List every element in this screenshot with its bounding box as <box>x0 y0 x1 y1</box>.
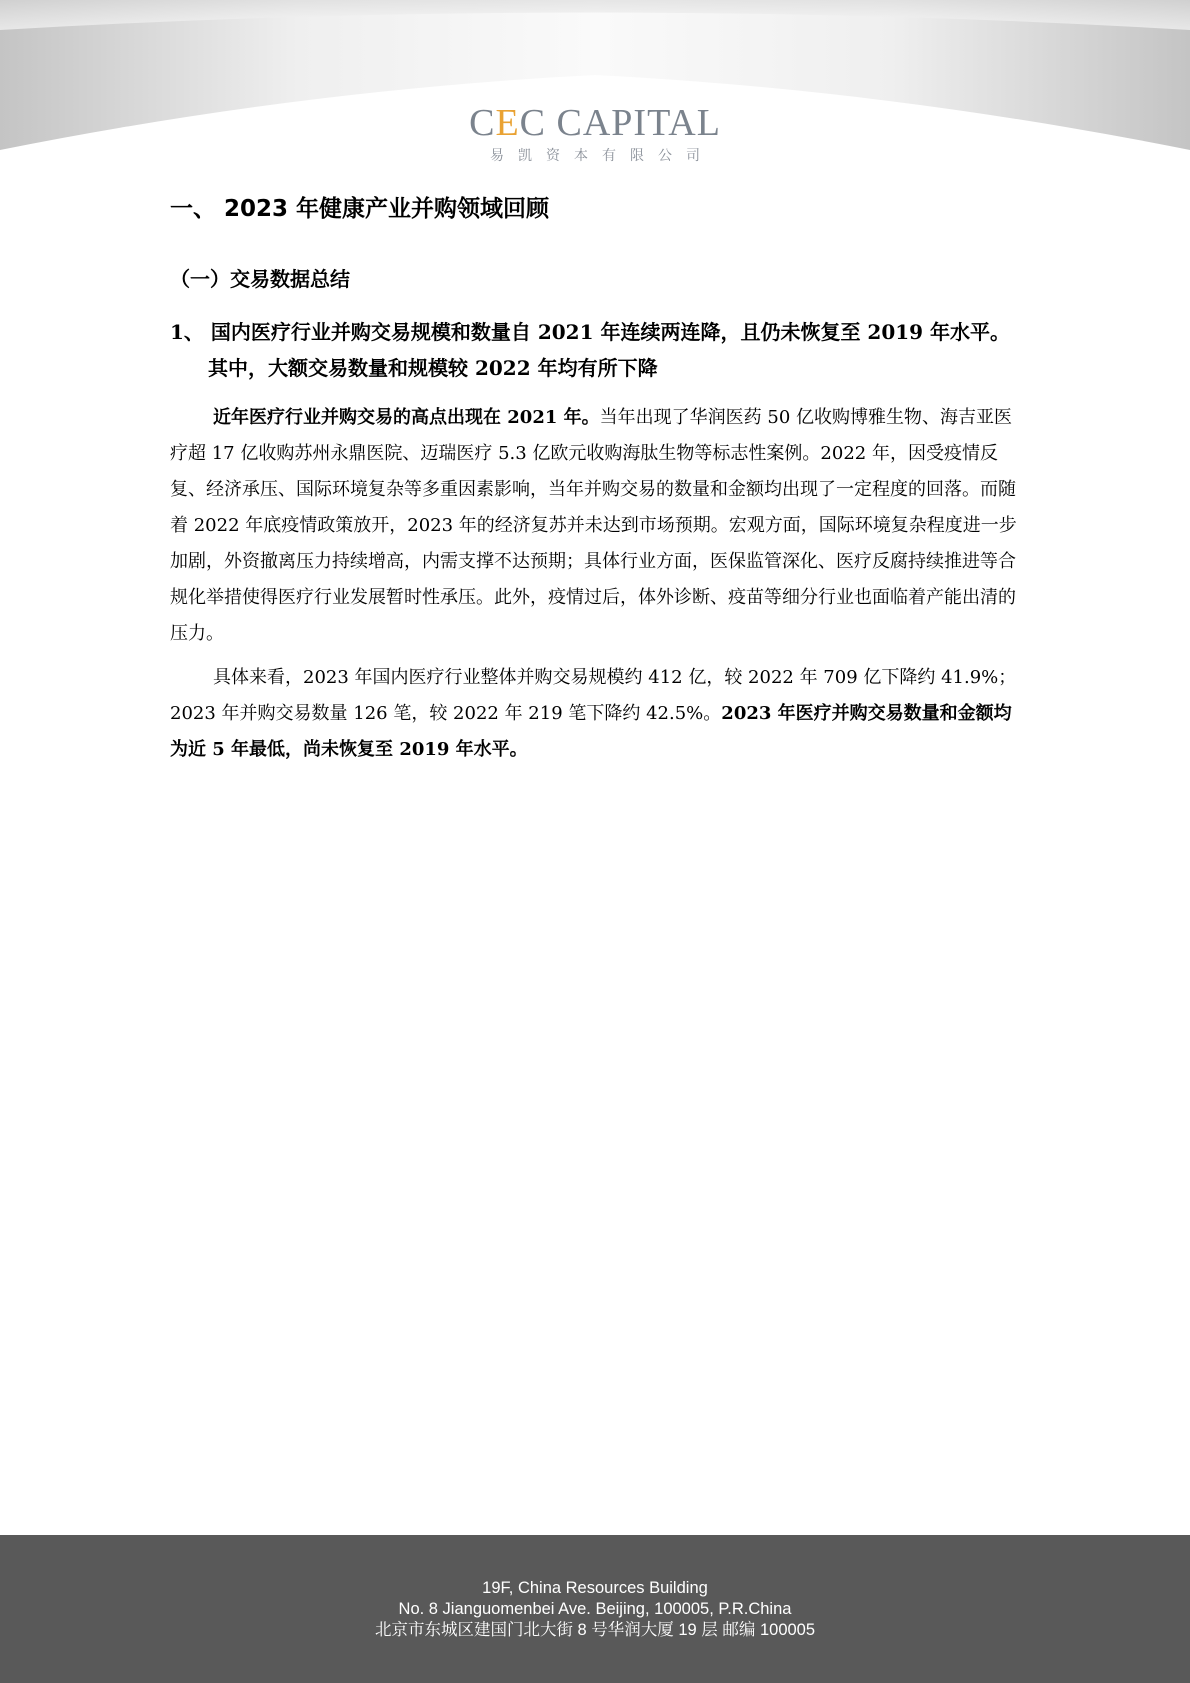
document-body <box>170 180 1020 768</box>
page-header <box>0 0 1190 165</box>
logo-chinese-name: 易凯资本有限公司 <box>490 148 714 164</box>
footer-address-line-1: 19F, China Resources Building <box>482 1579 708 1597</box>
company-logo <box>0 104 1190 165</box>
paragraph-2 <box>170 660 1020 768</box>
subsection-title: （一）交易数据总结 <box>170 267 350 291</box>
paragraph-1 <box>170 400 1020 652</box>
page-footer <box>0 1535 1190 1683</box>
footer-address-line-2: No. 8 Jianguomenbei Ave. Beijing, 100005, P.R.China <box>398 1600 792 1618</box>
section-title: 一、 2023 年健康产业并购领域回顾 <box>170 196 550 222</box>
paragraph-2-text: 具体来看，2023 年国内医疗行业整体并购交易规模约 412 亿，较 2022 年 709 亿下降约 41.9%；2023 年并购交易数量 126 笔，较 2022 年 219 笔下降约 42.5%。 <box>170 667 1017 724</box>
paragraph-2-conclusion: 2023 年医疗并购交易数量和金额均为近 5 年最低，尚未恢复至 2019 年水平。 <box>170 703 1012 760</box>
logo-wordmark: CEC CAPITAL <box>469 102 721 144</box>
paragraph-1-text: 当年出现了华润医药 50 亿收购博雅生物、海吉亚医疗超 17 亿收购苏州永鼎医院、迈瑞医疗 5.3 亿欧元收购海肽生物等标志性案例。2022 年，因受疫情反复、经济承压、国际环境复杂等多重因素影响，当年并购交易的数量和金额均出现了一定程度的回落。而随着 2022 年底疫情政策放开，2023 年的经济复苏并未达到市场预期。宏观方面，国际环境复杂程度进一步加剧，外资撤离压力持续增高，内需支撑不达预期；具体行业方面，医保监管深化、医疗反腐持续推进等合规化举措使得医疗行业发展暂时性承压。此外，疫情过后，体外诊断、疫苗等细分行业也面临着产能出清的压力。 <box>170 407 1017 644</box>
footer-address-line-3: 北京市东城区建国门北大街 8 号华润大厦 19 层 邮编 100005 <box>374 1621 816 1639</box>
paragraph-1-lead: 近年医疗行业并购交易的高点出现在 2021 年。 <box>213 407 600 428</box>
point-title: 1、 国内医疗行业并购交易规模和数量自 2021 年连续两连降，且仍未恢复至 2019 年水平。其中，大额交易数量和规模较 2022 年均有所下降 <box>170 320 1011 380</box>
